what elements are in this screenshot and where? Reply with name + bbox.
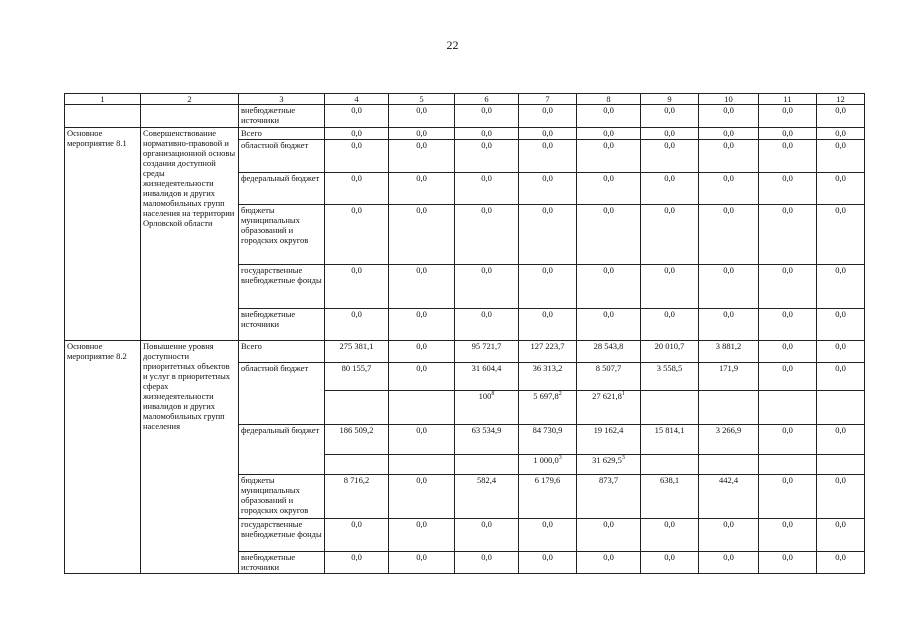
value-cell: 8 507,7 [577, 363, 641, 391]
value-cell: 0,0 [699, 552, 759, 574]
value-cell: 0,0 [641, 173, 699, 205]
value-cell: 0,0 [759, 205, 817, 265]
value-cell: 0,0 [389, 552, 455, 574]
footnote-mark: 1 [621, 391, 625, 398]
column-header: 5 [389, 94, 455, 105]
value-cell [699, 391, 759, 425]
value-cell: 0,0 [577, 519, 641, 552]
footnote-value: 1 000,0 [533, 455, 559, 465]
table-row [65, 341, 865, 363]
value-cell: 0,0 [389, 425, 455, 455]
value-cell: 0,0 [577, 205, 641, 265]
value-cell: 0,0 [699, 140, 759, 173]
value-cell: 0,0 [817, 363, 865, 391]
measure-description: Совершенствование нормативно-правовой и организационной основы создания доступной среды жизнедеятельности инвалидов и других маломобильных групп населения на территории Орловской области [141, 128, 239, 341]
value-cell: 0,0 [817, 265, 865, 309]
value-cell: 442,4 [699, 475, 759, 519]
value-cell: 0,0 [641, 265, 699, 309]
value-cell: 0,0 [519, 552, 577, 574]
value-cell: 8 716,2 [325, 475, 389, 519]
value-cell: 0,0 [641, 128, 699, 140]
value-cell: 0,0 [519, 205, 577, 265]
column-header: 2 [141, 94, 239, 105]
value-cell: 0,0 [817, 475, 865, 519]
source-cell: бюджеты муниципальных образований и городских округов [239, 205, 325, 265]
value-cell: 0,0 [817, 309, 865, 341]
footnote-value-cell [577, 455, 641, 475]
value-cell: 0,0 [455, 128, 519, 140]
value-cell: 582,4 [455, 475, 519, 519]
value-cell: 3 558,5 [641, 363, 699, 391]
value-cell: 0,0 [519, 173, 577, 205]
value-cell: 0,0 [325, 105, 389, 128]
value-cell: 0,0 [389, 173, 455, 205]
value-cell: 0,0 [817, 128, 865, 140]
column-header: 3 [239, 94, 325, 105]
value-cell [817, 455, 865, 475]
value-cell: 0,0 [641, 309, 699, 341]
value-cell: 0,0 [519, 309, 577, 341]
value-cell: 0,0 [389, 475, 455, 519]
value-cell [389, 391, 455, 425]
source-cell: бюджеты муниципальных образований и городских округов [239, 475, 325, 519]
value-cell: 186 509,2 [325, 425, 389, 455]
footnote-value: 100 [478, 391, 492, 401]
value-cell: 0,0 [519, 128, 577, 140]
column-header: 4 [325, 94, 389, 105]
value-cell: 0,0 [641, 519, 699, 552]
value-cell: 0,0 [759, 265, 817, 309]
value-cell: 0,0 [759, 128, 817, 140]
footnote-mark: 3 [558, 455, 562, 462]
value-cell: 0,0 [817, 552, 865, 574]
value-cell: 0,0 [699, 173, 759, 205]
value-cell: 0,0 [699, 205, 759, 265]
value-cell: 84 730,9 [519, 425, 577, 455]
value-cell [641, 455, 699, 475]
value-cell: 0,0 [325, 519, 389, 552]
value-cell: 0,0 [759, 363, 817, 391]
value-cell: 0,0 [389, 128, 455, 140]
value-cell: 0,0 [759, 519, 817, 552]
source-cell: государственные внебюджетные фонды [239, 265, 325, 309]
value-cell: 36 313,2 [519, 363, 577, 391]
value-cell: 0,0 [641, 205, 699, 265]
value-cell: 0,0 [759, 475, 817, 519]
value-cell: 0,0 [699, 519, 759, 552]
value-cell: 0,0 [455, 140, 519, 173]
value-cell: 0,0 [325, 173, 389, 205]
column-header: 1 [65, 94, 141, 105]
value-cell: 0,0 [325, 552, 389, 574]
value-cell: 0,0 [389, 140, 455, 173]
measure-name: Основное мероприятие 8.2 [65, 341, 141, 574]
value-cell [759, 391, 817, 425]
column-header: 7 [519, 94, 577, 105]
value-cell: 0,0 [389, 519, 455, 552]
value-cell: 0,0 [577, 105, 641, 128]
value-cell: 127 223,7 [519, 341, 577, 363]
footnote-mark: 2 [558, 391, 562, 398]
value-cell: 0,0 [519, 140, 577, 173]
footnote-value: 31 629,5 [592, 455, 622, 465]
value-cell: 0,0 [577, 552, 641, 574]
source-cell: федеральный бюджет [239, 425, 325, 475]
value-cell: 0,0 [389, 341, 455, 363]
source-cell: областной бюджет [239, 140, 325, 173]
value-cell: 0,0 [699, 265, 759, 309]
value-cell: 0,0 [389, 105, 455, 128]
source-cell: внебюджетные источники [239, 552, 325, 574]
value-cell: 0,0 [759, 425, 817, 455]
footnote-value-cell [519, 455, 577, 475]
value-cell: 15 814,1 [641, 425, 699, 455]
source-cell: государственные внебюджетные фонды [239, 519, 325, 552]
value-cell: 0,0 [389, 205, 455, 265]
column-header: 10 [699, 94, 759, 105]
table-row [65, 105, 865, 128]
value-cell: 0,0 [389, 363, 455, 391]
value-cell [641, 391, 699, 425]
column-header: 12 [817, 94, 865, 105]
value-cell: 3 881,2 [699, 341, 759, 363]
value-cell: 63 534,9 [455, 425, 519, 455]
value-cell: 0,0 [817, 205, 865, 265]
value-cell: 0,0 [325, 140, 389, 173]
value-cell: 0,0 [759, 105, 817, 128]
value-cell: 0,0 [519, 105, 577, 128]
value-cell [699, 455, 759, 475]
value-cell: 0,0 [455, 205, 519, 265]
footnote-value-cell [519, 391, 577, 425]
source-cell: Всего [239, 341, 325, 363]
measure-name: Основное мероприятие 8.1 [65, 128, 141, 341]
column-header: 11 [759, 94, 817, 105]
value-cell: 0,0 [759, 341, 817, 363]
footnote-mark: 3 [621, 455, 625, 462]
value-cell: 0,0 [325, 128, 389, 140]
value-cell: 0,0 [699, 128, 759, 140]
value-cell: 0,0 [577, 265, 641, 309]
value-cell: 0,0 [519, 265, 577, 309]
measure-description: Повышение уровня доступности приоритетных объектов и услуг в приоритетных сферах жизнедеятельности инвалидов и других маломобильных групп населения [141, 341, 239, 574]
footnote-value: 5 697,8 [533, 391, 559, 401]
value-cell: 0,0 [817, 425, 865, 455]
table-row [65, 128, 865, 140]
value-cell: 0,0 [455, 265, 519, 309]
value-cell: 0,0 [699, 309, 759, 341]
column-header: 9 [641, 94, 699, 105]
value-cell: 0,0 [519, 519, 577, 552]
empty-cell [141, 105, 239, 128]
value-cell: 3 266,9 [699, 425, 759, 455]
value-cell: 0,0 [577, 309, 641, 341]
value-cell: 0,0 [455, 309, 519, 341]
value-cell: 0,0 [759, 140, 817, 173]
value-cell: 0,0 [817, 140, 865, 173]
value-cell: 20 010,7 [641, 341, 699, 363]
value-cell: 275 381,1 [325, 341, 389, 363]
value-cell: 0,0 [817, 341, 865, 363]
value-cell: 28 543,8 [577, 341, 641, 363]
value-cell: 0,0 [699, 105, 759, 128]
source-cell: внебюджетные источники [239, 105, 325, 128]
footnote-value-cell [455, 391, 519, 425]
budget-table [64, 93, 865, 574]
footnote-mark: 8 [491, 391, 495, 398]
source-cell: федеральный бюджет [239, 173, 325, 205]
value-cell: 0,0 [455, 552, 519, 574]
value-cell: 95 721,7 [455, 341, 519, 363]
value-cell: 19 162,4 [577, 425, 641, 455]
value-cell: 0,0 [577, 173, 641, 205]
value-cell: 0,0 [455, 173, 519, 205]
value-cell [455, 455, 519, 475]
value-cell [817, 391, 865, 425]
column-header: 8 [577, 94, 641, 105]
value-cell: 0,0 [455, 105, 519, 128]
page-number: 22 [446, 38, 459, 52]
footnote-value-cell [577, 391, 641, 425]
source-cell: Всего [239, 128, 325, 140]
value-cell: 0,0 [455, 519, 519, 552]
value-cell: 31 604,4 [455, 363, 519, 391]
value-cell: 0,0 [325, 205, 389, 265]
value-cell [325, 455, 389, 475]
source-cell: областной бюджет [239, 363, 325, 425]
value-cell: 0,0 [641, 105, 699, 128]
empty-cell [65, 105, 141, 128]
value-cell: 0,0 [641, 140, 699, 173]
value-cell: 0,0 [759, 552, 817, 574]
value-cell: 873,7 [577, 475, 641, 519]
value-cell [759, 455, 817, 475]
value-cell: 0,0 [817, 105, 865, 128]
value-cell: 6 179,6 [519, 475, 577, 519]
table-header-row [65, 94, 865, 105]
value-cell: 0,0 [389, 309, 455, 341]
value-cell: 0,0 [641, 552, 699, 574]
value-cell [325, 391, 389, 425]
value-cell: 0,0 [759, 309, 817, 341]
value-cell: 171,9 [699, 363, 759, 391]
value-cell: 0,0 [817, 173, 865, 205]
value-cell: 0,0 [817, 519, 865, 552]
value-cell: 0,0 [325, 265, 389, 309]
column-header: 6 [455, 94, 519, 105]
value-cell: 0,0 [577, 128, 641, 140]
value-cell: 80 155,7 [325, 363, 389, 391]
source-cell: внебюджетные источники [239, 309, 325, 341]
value-cell: 0,0 [389, 265, 455, 309]
footnote-value: 27 621,8 [592, 391, 622, 401]
value-cell: 0,0 [325, 309, 389, 341]
value-cell [389, 455, 455, 475]
value-cell: 0,0 [759, 173, 817, 205]
value-cell: 0,0 [577, 140, 641, 173]
value-cell: 638,1 [641, 475, 699, 519]
